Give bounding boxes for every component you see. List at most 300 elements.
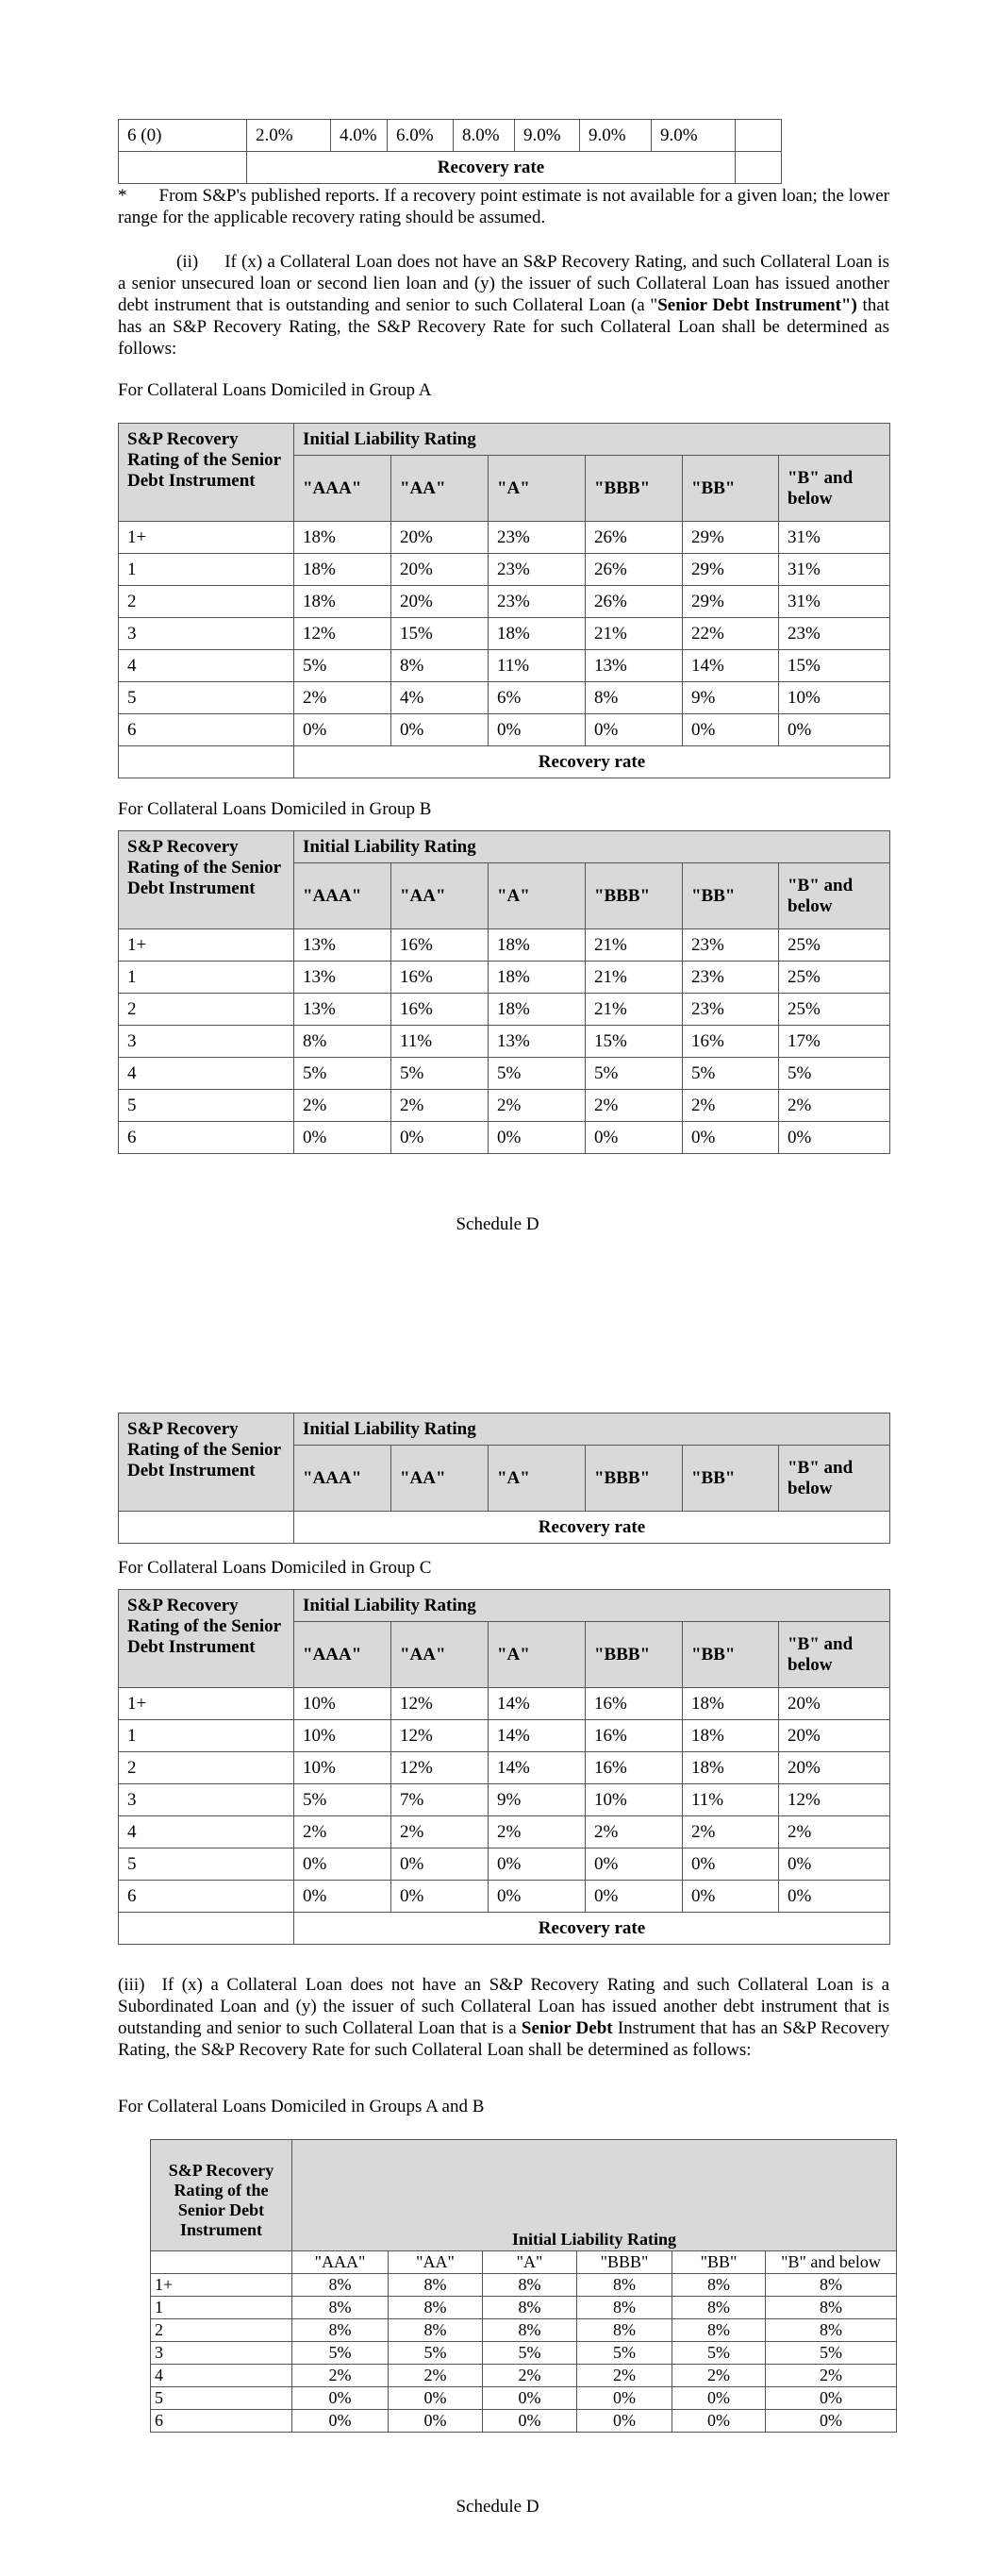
rate-cell: 2%: [489, 1816, 586, 1848]
rate-cell: 0%: [294, 714, 391, 746]
rating-header: "AA": [391, 863, 489, 929]
rate-cell: 31%: [779, 522, 890, 554]
rate-cell: 12%: [391, 1688, 489, 1720]
rating-header: "AA": [391, 1622, 489, 1688]
column-header-initial-liability-rating: Initial Liability Rating: [294, 424, 890, 456]
rate-cell: 23%: [683, 962, 779, 994]
rate-cell: 10%: [294, 1688, 391, 1720]
table-cell: [151, 2251, 292, 2274]
rate-cell: 8%: [483, 2297, 577, 2319]
table-cell: 9.0%: [580, 120, 652, 152]
rate-cell: 5%: [294, 1058, 391, 1090]
rate-cell: 14%: [489, 1688, 586, 1720]
rate-cell: 2%: [294, 1090, 391, 1122]
table-row: [119, 1752, 890, 1784]
rate-cell: 2%: [766, 2365, 897, 2387]
rate-cell: 18%: [489, 618, 586, 650]
rating-header: "A": [489, 456, 586, 522]
top-recovery-table: [118, 119, 782, 184]
rate-cell: 5%: [483, 2342, 577, 2365]
table-header-row: [119, 831, 890, 863]
column-header-recovery-rating: S&P Recovery Rating of the Senior Debt Instrument: [119, 424, 294, 522]
table-row: [119, 618, 890, 650]
rate-cell: 25%: [779, 962, 890, 994]
rate-cell: 2%: [683, 1090, 779, 1122]
rate-cell: 0%: [586, 714, 683, 746]
rate-cell: 9%: [489, 1784, 586, 1816]
rating-header: "B" and below: [779, 863, 890, 929]
paragraph-number: (ii): [176, 252, 199, 272]
paragraph-ii: (ii) If (x) a Collateral Loan does not have an S&P Recovery Rating, and such Collateral Loan is a senior unsecured loan or second lien loan and (y) the issuer of such Collateral Loan has issued another debt instrument that is outstanding and senior to such Collateral Loan (a "Senior Debt Instrument") that has an S&P Recovery Rating, the S&P Recovery Rate for such Collateral Loan shall be determined as follows:: [118, 252, 889, 359]
rating-header: "B" and below: [779, 1446, 890, 1512]
table-cell: 8.0%: [454, 120, 515, 152]
rate-cell: 18%: [294, 554, 391, 586]
table-cell: [119, 746, 294, 778]
recovery-rate-label: Recovery rate: [294, 746, 890, 778]
recovery-rating-cell: 1: [119, 1720, 294, 1752]
rate-cell: 12%: [779, 1784, 890, 1816]
footnote-marker: *: [118, 186, 127, 206]
rate-cell: 2%: [292, 2365, 389, 2387]
group-ab-table: [150, 2139, 897, 2433]
group-ab-caption: For Collateral Loans Domiciled in Groups A and B: [118, 2097, 485, 2116]
rate-cell: 0%: [766, 2410, 897, 2433]
table-row: [119, 1816, 890, 1848]
table-row: [119, 554, 890, 586]
recovery-rating-cell: 4: [119, 1058, 294, 1090]
continuation-table: [118, 1413, 890, 1544]
rate-cell: 26%: [586, 522, 683, 554]
rate-cell: 13%: [294, 929, 391, 962]
rate-cell: 5%: [489, 1058, 586, 1090]
rate-cell: 15%: [586, 1026, 683, 1058]
table-row: [119, 1058, 890, 1090]
rate-cell: 8%: [577, 2319, 672, 2342]
rating-header: "B" and below: [779, 1622, 890, 1688]
rate-cell: 8%: [389, 2274, 483, 2297]
rate-cell: 7%: [391, 1784, 489, 1816]
group-c-table: [118, 1589, 890, 1945]
table-row: [151, 2387, 897, 2410]
rate-cell: 12%: [294, 618, 391, 650]
recovery-rating-cell: 3: [151, 2342, 292, 2365]
table-row: [119, 1026, 890, 1058]
recovery-table: [118, 830, 890, 1154]
rate-cell: 9%: [683, 682, 779, 714]
recovery-rate-label: Recovery rate: [247, 152, 736, 184]
rating-header: "BBB": [586, 863, 683, 929]
rating-header: "BB": [683, 1622, 779, 1688]
rate-cell: 0%: [292, 2387, 389, 2410]
table-row: [119, 1784, 890, 1816]
rate-cell: 14%: [683, 650, 779, 682]
recovery-rating-cell: 6: [151, 2410, 292, 2433]
column-header-initial-liability-rating: Initial Liability Rating: [294, 1413, 890, 1446]
rate-cell: 16%: [586, 1720, 683, 1752]
rate-cell: 11%: [489, 650, 586, 682]
rate-cell: 20%: [779, 1752, 890, 1784]
rate-cell: 23%: [489, 522, 586, 554]
schedule-label: Schedule D: [456, 2497, 539, 2517]
rate-cell: 0%: [683, 1881, 779, 1913]
rate-cell: 0%: [389, 2387, 483, 2410]
rate-cell: 2%: [779, 1090, 890, 1122]
recovery-rating-cell: 2: [119, 586, 294, 618]
rate-cell: 6%: [489, 682, 586, 714]
rate-cell: 8%: [577, 2297, 672, 2319]
rating-header: "A": [489, 863, 586, 929]
rating-header: "AA": [391, 1446, 489, 1512]
table-row: [151, 2274, 897, 2297]
schedule-label: Schedule D: [456, 1214, 539, 1234]
rate-cell: 13%: [294, 962, 391, 994]
rate-cell: 21%: [586, 962, 683, 994]
column-header-initial-liability-rating: Initial Liability Rating: [294, 831, 890, 863]
rate-cell: 18%: [683, 1688, 779, 1720]
recovery-rating-cell: 1+: [119, 1688, 294, 1720]
table-row: [151, 2342, 897, 2365]
table-cell: [736, 120, 782, 152]
table-cell: [119, 152, 247, 184]
rate-cell: 5%: [292, 2342, 389, 2365]
rate-cell: 13%: [586, 650, 683, 682]
rate-cell: 20%: [779, 1688, 890, 1720]
recovery-rating-cell: 6: [119, 714, 294, 746]
rate-cell: 0%: [779, 714, 890, 746]
rate-cell: 5%: [586, 1058, 683, 1090]
rate-cell: 0%: [489, 714, 586, 746]
rate-cell: 8%: [672, 2297, 766, 2319]
table-cell: 9.0%: [515, 120, 580, 152]
recovery-table: [118, 423, 890, 778]
recovery-rating-cell: 4: [119, 1816, 294, 1848]
rate-cell: 0%: [391, 1848, 489, 1881]
rate-cell: 21%: [586, 618, 683, 650]
column-header-recovery-rating: S&P Recovery Rating of the Senior Debt Instrument: [119, 1590, 294, 1688]
rate-cell: 10%: [294, 1752, 391, 1784]
rate-cell: 5%: [391, 1058, 489, 1090]
rating-header: "B" and below: [766, 2251, 897, 2274]
rate-cell: 0%: [483, 2410, 577, 2433]
paragraph-number: (iii): [118, 1975, 145, 1995]
rate-cell: 5%: [577, 2342, 672, 2365]
rate-cell: 2%: [577, 2365, 672, 2387]
paragraph-iii: (iii) If (x) a Collateral Loan does not have an S&P Recovery Rating and such Collateral Loan is a Subordinated Loan and (y) the issuer of such Collateral Loan has issued another debt instrument that is outstanding and senior to such Collateral Loan that is a Senior Debt Instrument that has an S&P Recovery Rating, the S&P Recovery Rate for such Collateral Loan shall be determined as follows:: [118, 1975, 890, 2060]
table-footer-row: [119, 1913, 890, 1945]
table-row: [119, 714, 890, 746]
table-footer-row: [119, 152, 782, 184]
rate-cell: 18%: [294, 586, 391, 618]
rate-cell: 4%: [391, 682, 489, 714]
rating-header: "AAA": [294, 1622, 391, 1688]
rate-cell: 0%: [391, 1881, 489, 1913]
rate-cell: 8%: [391, 650, 489, 682]
rate-cell: 0%: [586, 1122, 683, 1154]
table-row: [151, 2297, 897, 2319]
rate-cell: 18%: [683, 1720, 779, 1752]
recovery-rating-cell: 5: [119, 1090, 294, 1122]
rating-header: "BB": [672, 2251, 766, 2274]
rate-cell: 0%: [577, 2410, 672, 2433]
rating-header: "BB": [683, 456, 779, 522]
rate-cell: 18%: [294, 522, 391, 554]
recovery-table: [118, 1413, 890, 1544]
rate-cell: 14%: [489, 1720, 586, 1752]
rate-cell: 29%: [683, 586, 779, 618]
rating-header: "AAA": [294, 1446, 391, 1512]
recovery-rating-cell: 1: [119, 554, 294, 586]
group-b-table: [118, 830, 890, 1154]
rate-cell: 5%: [766, 2342, 897, 2365]
rate-cell: 2%: [672, 2365, 766, 2387]
rating-header: "A": [489, 1446, 586, 1512]
table-row: [119, 1688, 890, 1720]
rate-cell: 2%: [483, 2365, 577, 2387]
rate-cell: 16%: [391, 929, 489, 962]
recovery-rate-label: Recovery rate: [294, 1512, 890, 1544]
rate-cell: 21%: [586, 994, 683, 1026]
group-a-table: [118, 423, 890, 778]
table-row: [151, 2410, 897, 2433]
rate-cell: 16%: [586, 1688, 683, 1720]
recovery-rating-cell: 4: [151, 2365, 292, 2387]
rate-cell: 0%: [586, 1881, 683, 1913]
rate-cell: 5%: [672, 2342, 766, 2365]
table-header-row: [151, 2140, 897, 2251]
rate-cell: 25%: [779, 994, 890, 1026]
rate-cell: 8%: [292, 2297, 389, 2319]
recovery-rating-cell: 5: [119, 1848, 294, 1881]
rate-cell: 0%: [683, 1122, 779, 1154]
rate-cell: 5%: [389, 2342, 483, 2365]
table-row: [119, 522, 890, 554]
rating-header: "BBB": [586, 1622, 683, 1688]
rate-cell: 0%: [294, 1881, 391, 1913]
rate-cell: 8%: [577, 2274, 672, 2297]
table-row: [119, 1720, 890, 1752]
rating-header: "AA": [389, 2251, 483, 2274]
rate-cell: 18%: [683, 1752, 779, 1784]
rate-cell: 0%: [586, 1848, 683, 1881]
rate-cell: 23%: [489, 586, 586, 618]
rate-cell: 10%: [294, 1720, 391, 1752]
rate-cell: 2%: [389, 2365, 483, 2387]
rate-cell: 2%: [489, 1090, 586, 1122]
column-header-initial-liability-rating: Initial Liability Rating: [292, 2140, 897, 2251]
recovery-rating-cell: 3: [119, 1026, 294, 1058]
rate-cell: 0%: [779, 1848, 890, 1881]
rate-cell: 0%: [391, 714, 489, 746]
rate-cell: 8%: [483, 2274, 577, 2297]
rate-cell: 15%: [779, 650, 890, 682]
rate-cell: 0%: [292, 2410, 389, 2433]
recovery-rating-cell: 2: [119, 994, 294, 1026]
rate-cell: 12%: [391, 1752, 489, 1784]
rate-cell: 0%: [391, 1122, 489, 1154]
recovery-rate-label: Recovery rate: [294, 1913, 890, 1945]
table-row: [119, 1090, 890, 1122]
rate-cell: 31%: [779, 554, 890, 586]
footnote: [118, 185, 889, 228]
rate-cell: 16%: [683, 1026, 779, 1058]
rate-cell: 23%: [683, 994, 779, 1026]
recovery-rating-cell: 1+: [119, 929, 294, 962]
rate-cell: 20%: [391, 554, 489, 586]
rate-cell: 0%: [489, 1881, 586, 1913]
rate-cell: 31%: [779, 586, 890, 618]
group-b-caption: For Collateral Loans Domiciled in Group B: [118, 799, 432, 819]
rate-cell: 26%: [586, 586, 683, 618]
rate-cell: 0%: [683, 714, 779, 746]
rate-cell: 10%: [779, 682, 890, 714]
table-row: [151, 2319, 897, 2342]
table-footer-row: [119, 746, 890, 778]
table-cell: 9.0%: [652, 120, 736, 152]
rate-cell: 2%: [391, 1090, 489, 1122]
rate-cell: 0%: [389, 2410, 483, 2433]
recovery-rating-cell: 1+: [119, 522, 294, 554]
rate-cell: 18%: [489, 962, 586, 994]
table-row: [119, 1848, 890, 1881]
rate-cell: 13%: [294, 994, 391, 1026]
rate-cell: 0%: [294, 1848, 391, 1881]
table-row: [119, 994, 890, 1026]
rate-cell: 8%: [766, 2297, 897, 2319]
rate-cell: 5%: [294, 1784, 391, 1816]
rate-cell: 0%: [779, 1122, 890, 1154]
rate-cell: 0%: [766, 2387, 897, 2410]
rating-header: "A": [489, 1622, 586, 1688]
recovery-rating-cell: 5: [119, 682, 294, 714]
column-header-recovery-rating: S&P Recovery Rating of the Senior Debt Instrument: [119, 1413, 294, 1512]
table-cell: [119, 1512, 294, 1544]
rate-cell: 8%: [292, 2319, 389, 2342]
table-row: [119, 120, 782, 152]
rate-cell: 11%: [683, 1784, 779, 1816]
recovery-rating-cell: 2: [151, 2319, 292, 2342]
rate-cell: 2%: [294, 682, 391, 714]
rate-cell: 5%: [779, 1058, 890, 1090]
rate-cell: 20%: [779, 1720, 890, 1752]
rate-cell: 0%: [672, 2387, 766, 2410]
recovery-rating-cell: 2: [119, 1752, 294, 1784]
rate-cell: 2%: [586, 1090, 683, 1122]
rate-cell: 8%: [586, 682, 683, 714]
rate-cell: 0%: [577, 2387, 672, 2410]
rate-cell: 25%: [779, 929, 890, 962]
table-row: [119, 929, 890, 962]
group-a-caption: For Collateral Loans Domiciled in Group A: [118, 380, 432, 400]
rate-cell: 8%: [389, 2297, 483, 2319]
rate-cell: 13%: [489, 1026, 586, 1058]
table-footer-row: [119, 1512, 890, 1544]
rate-cell: 8%: [294, 1026, 391, 1058]
rate-cell: 8%: [483, 2319, 577, 2342]
recovery-rating-cell: 3: [119, 1784, 294, 1816]
rate-cell: 22%: [683, 618, 779, 650]
recovery-rating-cell: 1: [151, 2297, 292, 2319]
recovery-rating-cell: 3: [119, 618, 294, 650]
table-row: [151, 2365, 897, 2387]
rating-header: "AAA": [292, 2251, 389, 2274]
table-row: [119, 586, 890, 618]
rate-cell: 8%: [292, 2274, 389, 2297]
rate-cell: 29%: [683, 522, 779, 554]
rate-cell: 2%: [586, 1816, 683, 1848]
table-cell: 4.0%: [331, 120, 388, 152]
rate-cell: 0%: [294, 1122, 391, 1154]
table-row: [119, 1122, 890, 1154]
rate-cell: 18%: [489, 994, 586, 1026]
recovery-rating-cell: 6: [119, 1122, 294, 1154]
table-cell: 6 (0): [119, 120, 247, 152]
table-cell: [736, 152, 782, 184]
table-cell: 6.0%: [388, 120, 454, 152]
group-c-caption: For Collateral Loans Domiciled in Group C: [118, 1558, 432, 1578]
rate-cell: 0%: [489, 1848, 586, 1881]
rate-cell: 0%: [683, 1848, 779, 1881]
rate-cell: 8%: [766, 2274, 897, 2297]
recovery-rating-cell: 1+: [151, 2274, 292, 2297]
rate-cell: 23%: [489, 554, 586, 586]
rate-cell: 8%: [672, 2274, 766, 2297]
rating-header: "BBB": [586, 1446, 683, 1512]
rate-cell: 8%: [389, 2319, 483, 2342]
rating-header: "BBB": [577, 2251, 672, 2274]
rate-cell: 29%: [683, 554, 779, 586]
table-row: [119, 1881, 890, 1913]
table-row: [119, 650, 890, 682]
rate-cell: 2%: [683, 1816, 779, 1848]
rate-cell: 0%: [672, 2410, 766, 2433]
recovery-table: [118, 1589, 890, 1945]
rating-header: "B" and below: [779, 456, 890, 522]
rating-header: "BB": [683, 863, 779, 929]
rate-cell: 14%: [489, 1752, 586, 1784]
rate-cell: 8%: [766, 2319, 897, 2342]
table-header-row: [119, 424, 890, 456]
rate-cell: 23%: [779, 618, 890, 650]
rate-cell: 2%: [391, 1816, 489, 1848]
table-row: [119, 962, 890, 994]
rate-cell: 20%: [391, 586, 489, 618]
rate-cell: 16%: [391, 962, 489, 994]
recovery-rating-cell: 1: [119, 962, 294, 994]
rating-header: "A": [483, 2251, 577, 2274]
rate-cell: 16%: [586, 1752, 683, 1784]
rate-cell: 0%: [489, 1122, 586, 1154]
rate-cell: 18%: [489, 929, 586, 962]
table-cell: 2.0%: [247, 120, 331, 152]
rate-cell: 12%: [391, 1720, 489, 1752]
column-header-initial-liability-rating: Initial Liability Rating: [294, 1590, 890, 1622]
table-header-row: [119, 1413, 890, 1446]
table-row: [119, 682, 890, 714]
column-header-recovery-rating: S&P Recovery Rating of the Senior Debt Instrument: [119, 831, 294, 929]
rating-header: "AAA": [294, 863, 391, 929]
rate-cell: 26%: [586, 554, 683, 586]
rate-cell: 2%: [294, 1816, 391, 1848]
rate-cell: 0%: [779, 1881, 890, 1913]
rate-cell: 23%: [683, 929, 779, 962]
rating-header: "BB": [683, 1446, 779, 1512]
table-header-row: [119, 1590, 890, 1622]
rating-header: "BBB": [586, 456, 683, 522]
rate-cell: 2%: [779, 1816, 890, 1848]
recovery-rating-cell: 5: [151, 2387, 292, 2410]
footnote-text: From S&P's published reports. If a recovery point estimate is not available for a given loan; the lower range for the applicable recovery rating should be assumed.: [118, 186, 889, 227]
rate-cell: 8%: [672, 2319, 766, 2342]
